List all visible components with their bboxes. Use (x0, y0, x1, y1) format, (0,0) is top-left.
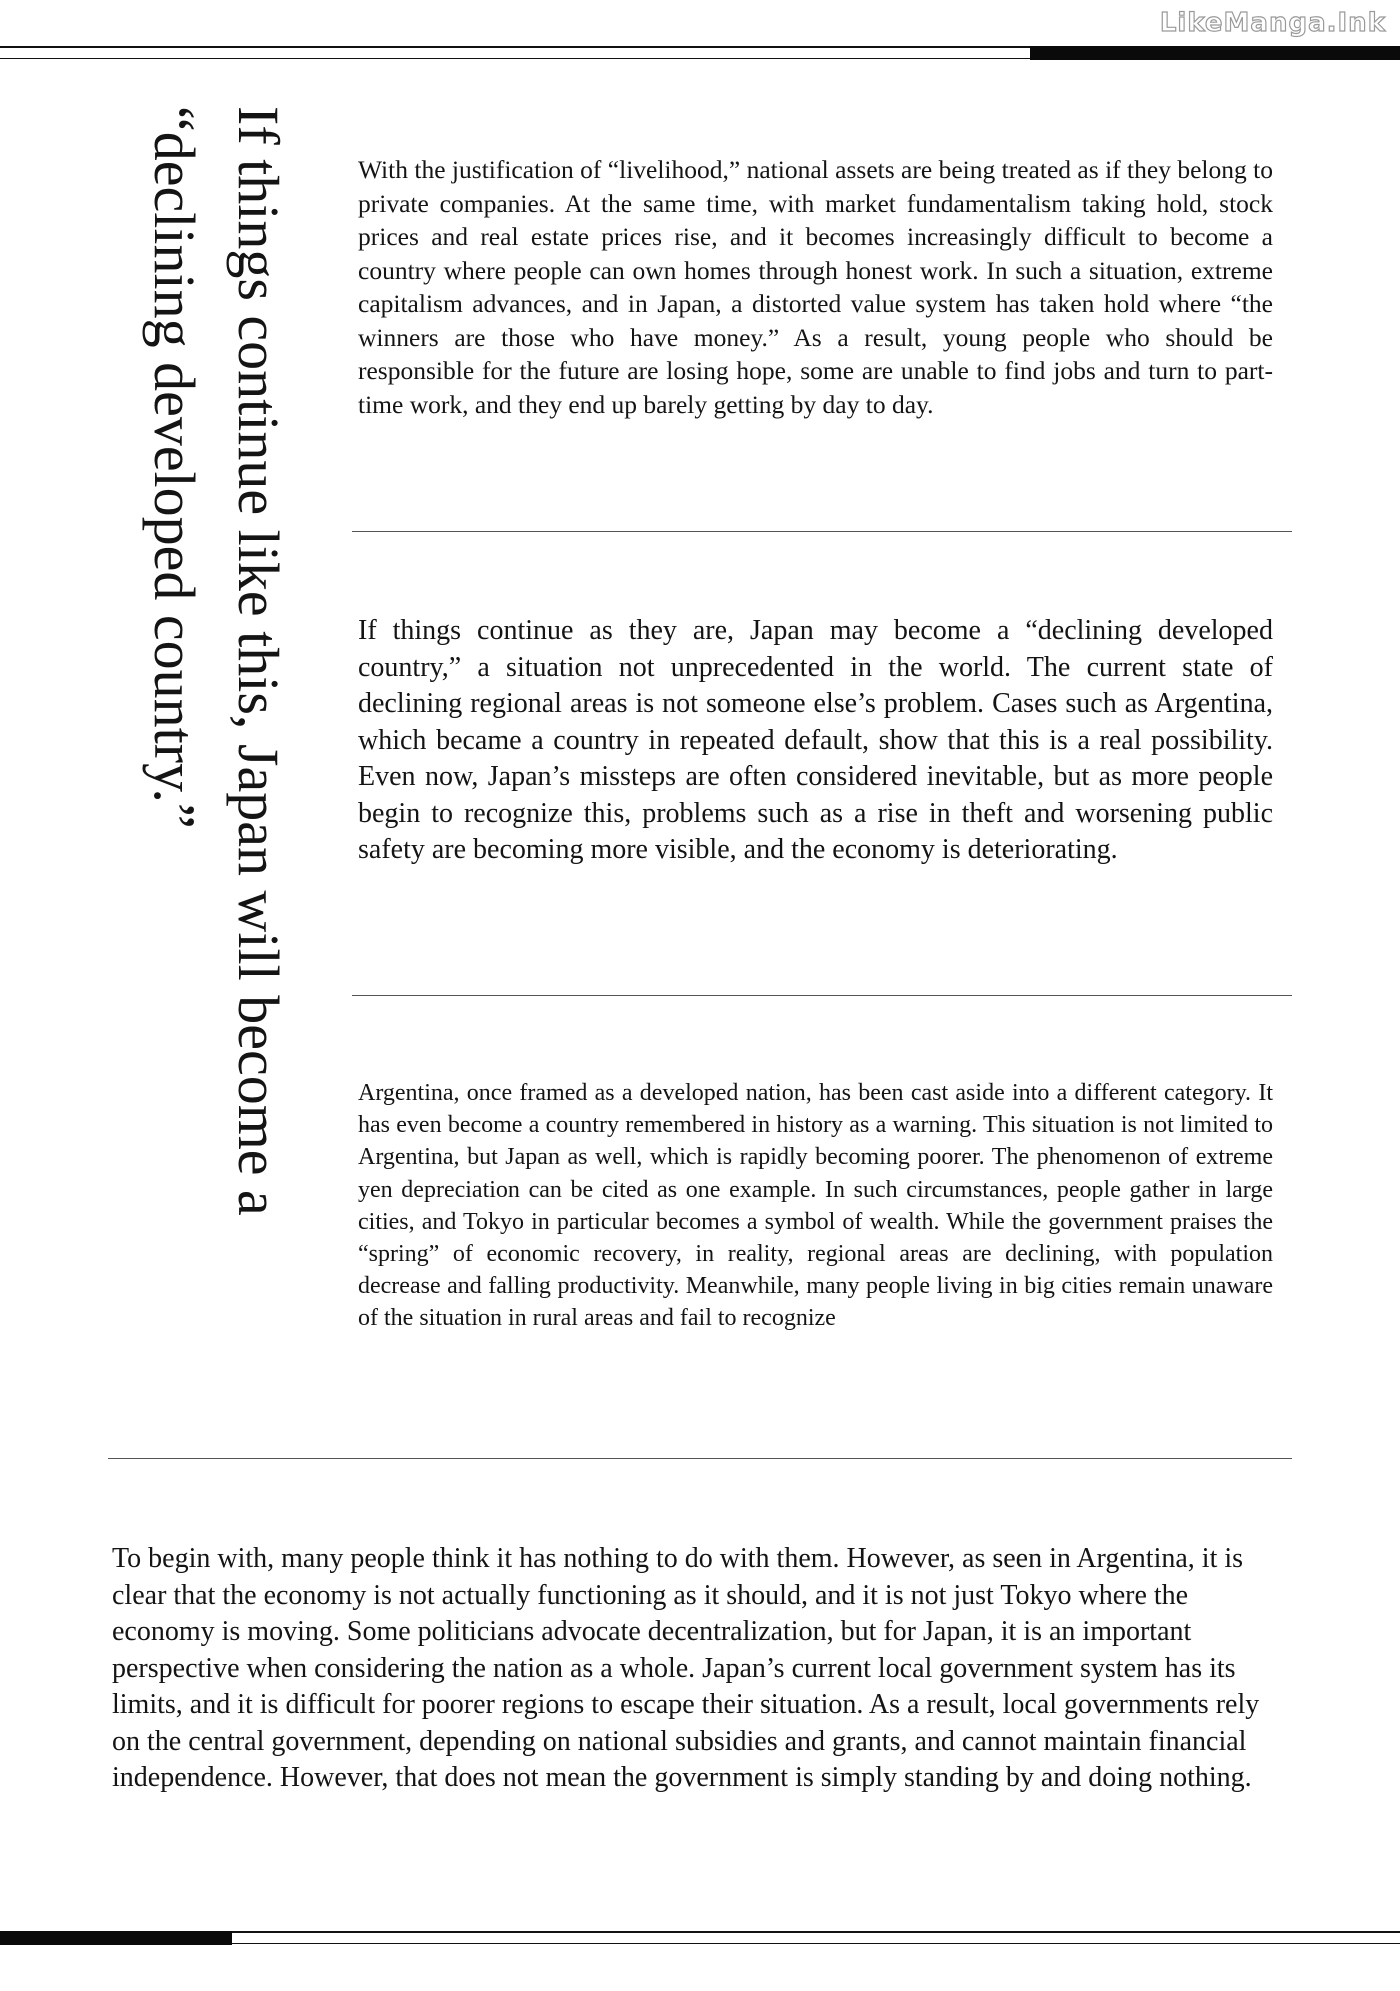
divider-3 (108, 1458, 1292, 1459)
paragraph-3: Argentina, once framed as a developed nation, has been cast aside into a different category. It has even become a country remembered in history as a warning. This situation is not limited to Argentina, but Japan as well, which is rapidly becoming poorer. The phenomenon of extreme yen depreciation can be cited as one example. In such circumstances, people gather in large cities, and Tokyo in particular becomes a symbol of wealth. While the government praises the “spring” of economic recovery, in reality, regional areas are declining, with population decrease and falling productivity. Meanwhile, many people living in big cities remain unaware of the situation in rural areas and fail to recognize (358, 1080, 1273, 1332)
top-rule-thin-lower (0, 58, 1030, 59)
bottom-rule-thick (0, 1931, 232, 1945)
bottom-rule-thin (232, 1931, 1400, 1933)
bottom-paragraph: To begin with, many people think it has nothing to do with them. However, as seen in Argentina, it is clear that the economy is not actually functioning as it should, and it is not just Tokyo where the economy is moving. Some politicians advocate decentralization, but for Japan, it is an important perspective when considering the nation as a whole. Japan’s current local government system has its limits, and it is difficult for poorer regions to escape their situation. As a result, local governments rely on the central government, depending on national subsidies and grants, and cannot maintain financial independence. However, that does not mean the government is simply standing by and doing nothing. (112, 1543, 1260, 1793)
paragraph-1: With the justification of “livelihood,” national assets are being treated as if they belong to private companies. At the same time, with market fundamentalism taking hold, stock prices and real estate prices rise, and it becomes increasingly difficult to become a country where people can own homes through honest work. In such a situation, extreme capitalism advances, and in Japan, a distorted value system has taken hold where “the winners are those who have money.” As a result, young people who should be responsible for the future are losing hope, some are unable to find jobs and turn to part-time work, and they end up barely getting by day to day. (358, 155, 1273, 419)
divider-2 (352, 995, 1292, 996)
top-rule-thin (0, 46, 1030, 48)
watermark: LikeManga.Ink (1159, 8, 1386, 38)
bottom-rule-thin-lower (232, 1943, 1400, 1944)
paragraph-2: If things continue as they are, Japan may become a “declining developed country,” a situation not unprecedented in the world. The current state of declining regional areas is not someone else’s problem. Cases such as Argentina, which became a country in repeated default, show that this is a real possibility. Even now, Japan’s missteps are often considered inevitable, but as more people begin to recognize this, problems such as a rise in theft and worsening public safety are becoming more visible, and the economy is deteriorating. (358, 615, 1273, 865)
vertical-heading: If things continue like this, Japan will become a “declining developed country.” (142, 106, 291, 1216)
top-rule-thick (1030, 46, 1400, 60)
divider-1 (352, 531, 1292, 532)
